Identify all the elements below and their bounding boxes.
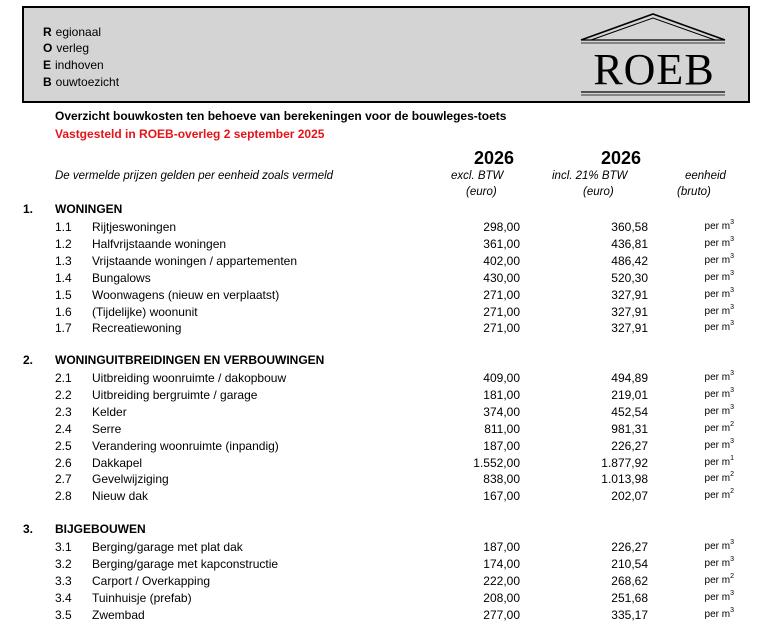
roeb-logo [579, 12, 727, 100]
item-description: Woonwagens (nieuw en verplaatst) [92, 287, 280, 302]
item-unit: per $m^3$ [704, 606, 734, 620]
price-excl-btw: 208,00 [483, 590, 520, 605]
unit-exponent: 3 [730, 539, 734, 546]
unit-exponent: 2 [730, 572, 734, 580]
price-incl-btw: 202,07 [611, 489, 648, 504]
table-row [0, 236, 763, 252]
item-description: Dakkapel [92, 455, 143, 470]
item-unit: per $m^3$ [704, 539, 734, 552]
price-incl-btw: 1.877,92 [601, 455, 648, 470]
table-row [0, 556, 763, 572]
item-unit: per $m^3$ [704, 286, 734, 300]
item-code: 3.2 [55, 556, 72, 571]
col-unit-sub: (bruto) [677, 186, 711, 198]
item-code: 2.5 [55, 438, 72, 453]
table-row [0, 404, 763, 420]
header-box [22, 6, 750, 103]
price-incl-btw: 210,54 [611, 556, 648, 571]
document-subtitle: Vastgesteld in ROEB-overleg 2 september 2025 [55, 127, 325, 141]
table-row [0, 304, 763, 320]
item-description: Serre [92, 421, 122, 436]
table-row [0, 438, 763, 454]
table-row [0, 488, 763, 504]
item-unit: per $m^2$ [704, 420, 734, 434]
unit-exponent: 2 [730, 471, 734, 479]
item-description: Kelder [92, 404, 127, 419]
unit-exponent: 3 [730, 606, 734, 614]
price-excl-btw: 167,00 [483, 489, 520, 504]
item-description: Uitbreiding woonruimte / dakopbouw [92, 371, 287, 385]
unit-exponent: 3 [730, 555, 734, 563]
item-code: 1.2 [55, 236, 72, 251]
unit-exponent: 3 [730, 286, 734, 294]
item-code: 3.5 [55, 607, 72, 622]
item-description: Recreatiewoning [92, 321, 182, 336]
price-incl-btw: 226,27 [611, 438, 648, 453]
unit-exponent: 3 [730, 437, 734, 445]
item-description: Berging/garage met kapconstructie [92, 556, 279, 571]
item-code: 3.3 [55, 573, 72, 588]
table-row [0, 539, 763, 555]
col-excl-unit: (euro) [466, 186, 497, 198]
price-excl-btw: 838,00 [483, 472, 520, 487]
item-description: (Tijdelijke) woonunit [92, 304, 198, 319]
unit-exponent: 3 [730, 403, 734, 411]
item-description: Rijtjeswoningen [92, 220, 177, 234]
unit-exponent: 3 [730, 320, 734, 328]
price-incl-btw: 327,91 [611, 287, 648, 302]
item-code: 3.4 [55, 590, 72, 605]
price-excl-btw: 361,00 [483, 236, 520, 251]
price-incl-btw: 452,54 [611, 404, 648, 419]
price-incl-btw: 436,81 [611, 236, 648, 251]
price-excl-btw: 430,00 [483, 270, 520, 285]
item-description: Halfvrijstaande woningen [92, 236, 227, 251]
item-description: Verandering woonruimte (inpandig) [92, 438, 279, 453]
item-description: Nieuw dak [92, 489, 149, 504]
item-unit: per $m^3$ [704, 252, 734, 266]
item-unit: per $m^3$ [704, 386, 734, 400]
item-unit: per $m^3$ [704, 235, 734, 249]
unit-exponent: 2 [730, 420, 734, 428]
table-row [0, 455, 763, 471]
table-row [0, 370, 763, 386]
item-code: 1.4 [55, 270, 72, 285]
price-incl-btw: 268,62 [611, 573, 648, 588]
price-excl-btw: 271,00 [483, 287, 520, 302]
table-row [0, 253, 763, 269]
item-code: 3.1 [55, 540, 72, 554]
item-code: 2.8 [55, 489, 72, 504]
section-title: WONINGEN [55, 202, 123, 216]
item-code: 2.1 [55, 371, 72, 385]
price-incl-btw: 327,91 [611, 321, 648, 336]
item-unit: per $m^2$ [704, 471, 734, 485]
table-row [0, 590, 763, 606]
item-unit: per $m^1$ [704, 454, 734, 468]
price-incl-btw: 981,31 [611, 421, 648, 436]
price-incl-btw: 327,91 [611, 304, 648, 319]
item-description: Zwembad [92, 607, 145, 622]
table-row [0, 387, 763, 403]
table-row [0, 607, 763, 623]
price-excl-btw: 409,00 [483, 371, 520, 385]
unit-exponent: 3 [730, 235, 734, 243]
price-excl-btw: 811,00 [484, 421, 520, 436]
unit-exponent: 3 [730, 269, 734, 277]
year-excl: 2026 [474, 148, 515, 168]
price-excl-btw: 174,00 [483, 556, 520, 571]
item-code: 2.4 [55, 421, 72, 436]
col-unit-label: eenheid [685, 170, 726, 182]
table-row [0, 471, 763, 487]
item-description: Uitbreiding bergruimte / garage [92, 387, 258, 402]
price-incl-btw: 335,17 [611, 607, 648, 622]
item-description: Vrijstaande woningen / appartementen [92, 253, 298, 268]
item-unit: per $m^2$ [704, 572, 734, 586]
item-unit: per $m^3$ [704, 269, 734, 283]
item-unit: per $m^3$ [704, 589, 734, 603]
price-incl-btw: 360,58 [611, 220, 648, 234]
price-incl-btw: 1.013,98 [601, 472, 648, 487]
item-unit: per $m^2$ [704, 488, 734, 502]
price-excl-btw: 402,00 [483, 253, 520, 268]
price-excl-btw: 187,00 [483, 540, 520, 554]
price-excl-btw: 277,00 [483, 607, 520, 622]
col-incl-unit: (euro) [583, 186, 614, 198]
price-incl-btw: 486,42 [611, 253, 648, 268]
price-excl-btw: 1.552,00 [473, 455, 520, 470]
table-row [0, 270, 763, 286]
item-code: 1.6 [55, 304, 72, 319]
section-title: BIJGEBOUWEN [55, 522, 146, 536]
price-excl-btw: 271,00 [483, 304, 520, 319]
section-number: 3. [23, 522, 34, 536]
unit-exponent: 3 [730, 219, 734, 226]
price-excl-btw: 374,00 [483, 404, 520, 419]
item-unit: per $m^3$ [704, 303, 734, 317]
price-incl-btw: 251,68 [611, 590, 648, 605]
price-excl-btw: 187,00 [483, 438, 520, 453]
item-unit: per $m^3$ [704, 219, 734, 232]
price-excl-btw: 181,00 [483, 387, 520, 402]
table-row [0, 573, 763, 589]
unit-exponent: 3 [730, 589, 734, 597]
item-description: Bungalows [92, 270, 151, 285]
item-unit: per $m^3$ [704, 555, 734, 569]
price-excl-btw: 298,00 [483, 220, 520, 234]
item-code: 2.6 [55, 455, 72, 470]
section-number: 1. [23, 202, 34, 216]
item-unit: per $m^3$ [704, 370, 734, 383]
item-code: 2.2 [55, 387, 72, 402]
unit-exponent: 2 [730, 488, 734, 496]
item-description: Gevelwijziging [92, 472, 169, 487]
table-row [0, 219, 763, 235]
price-incl-btw: 219,01 [611, 387, 648, 402]
org-line-3: E indhoven [43, 58, 104, 72]
item-code: 1.5 [55, 287, 72, 302]
unit-exponent: 3 [730, 252, 734, 260]
price-incl-btw: 520,30 [611, 270, 648, 285]
section-number: 2. [23, 353, 34, 367]
table-row [0, 320, 763, 336]
price-excl-btw: 271,00 [483, 321, 520, 336]
intro-text: De vermelde prijzen gelden per eenheid zoals vermeld [55, 170, 334, 182]
col-incl-label: incl. 21% BTW [552, 170, 628, 182]
price-incl-btw: 494,89 [611, 371, 648, 385]
item-code: 1.3 [55, 253, 72, 268]
item-unit: per $m^3$ [704, 320, 734, 334]
unit-exponent: 1 [730, 454, 734, 462]
item-unit: per $m^3$ [704, 403, 734, 417]
item-code: 1.7 [55, 321, 72, 336]
item-code: 2.3 [55, 404, 72, 419]
col-excl-label: excl. BTW [451, 170, 504, 182]
item-description: Carport / Overkapping [92, 573, 211, 588]
logo-text: ROEB [593, 45, 715, 94]
org-line-4: B ouwtoezicht [43, 75, 120, 89]
price-incl-btw: 226,27 [611, 540, 648, 554]
org-line-2: O verleg [43, 41, 90, 55]
table-row [0, 287, 763, 303]
price-excl-btw: 222,00 [483, 573, 520, 588]
item-code: 1.1 [55, 220, 72, 234]
year-incl: 2026 [601, 148, 642, 168]
org-line-1: R egionaal [43, 25, 102, 39]
document-title: Overzicht bouwkosten ten behoeve van berekeningen voor de bouwleges-toets [55, 109, 507, 123]
unit-exponent: 3 [730, 303, 734, 311]
item-code: 2.7 [55, 472, 72, 487]
unit-exponent: 3 [730, 386, 734, 394]
unit-exponent: 3 [730, 370, 734, 377]
section-title: WONINGUITBREIDINGEN EN VERBOUWINGEN [55, 353, 325, 367]
item-description: Tuinhuisje (prefab) [92, 590, 192, 605]
item-description: Berging/garage met plat dak [92, 540, 243, 554]
item-unit: per $m^3$ [704, 437, 734, 451]
table-row [0, 421, 763, 437]
